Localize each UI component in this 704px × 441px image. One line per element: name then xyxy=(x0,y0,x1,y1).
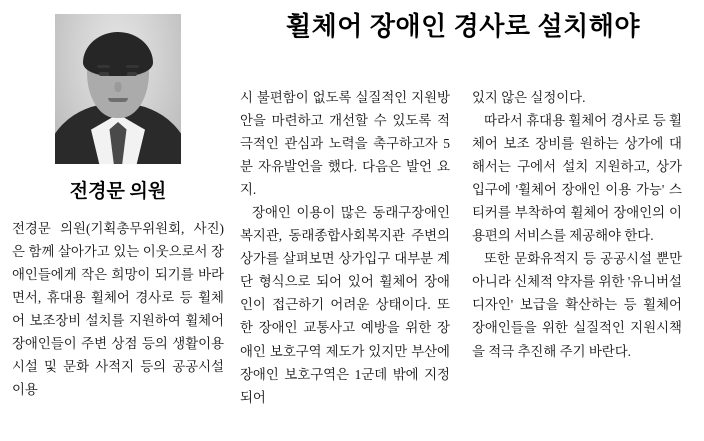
paragraph: 따라서 휴대용 휠체어 경사로 등 휠체어 보조 장비를 원하는 상가에 대해서는 구에서 설치 지원하고, 상가 입구에 '휠체어 장애인 이용 가능' 스티커를 부착하여 휠체어 장애인의 이용편의 서비스를 제공해야 한다. xyxy=(472,113,682,244)
photo-eyebrow-left xyxy=(97,65,110,68)
headline-container xyxy=(232,12,694,42)
article-headline: 휠체어 장애인 경사로 설치해야 xyxy=(285,12,640,41)
paragraph: 장애인 이용이 많은 동래구장애인복지관, 동래종합사회복지관 주변의 상가를 살펴보면 상가입구 대부분 계단 형식으로 되어 있어 휠체어 장애인이 접근하기 어려운 상태이다. 또한 장애인 교통사고 예방을 위한 장애인 보호구역 제도가 있지만 부산에 장애인 보호구역은 1군데 밖에 지정되어 xyxy=(240,205,450,405)
paragraph: 시 불편함이 없도록 실질적인 지원방안을 마련하고 개선할 수 있도록 적극적인 관심과 노력을 촉구하고자 5분 자유발언을 했다. 다음은 발언 요지. xyxy=(240,90,450,198)
portrait-photo xyxy=(55,14,181,164)
paragraph: 있지 않은 실정이다. xyxy=(472,90,586,105)
article-lede: 전경문 의원(기획총무위원회, 사진)은 함께 살아가고 있는 이웃으로서 장애인들에게 작은 희망이 되기를 바라면서, 휴대용 휠체어 경사로 등 휠체어 보조장비 설치를 지원하여 휠체어 장애인들이 주변 상점 등의 생활이용시설 및 문화 사적지 등의 공공시설 이용 xyxy=(12,221,224,398)
paragraph: 또한 문화유적지 등 공공시설 뿐만 아니라 신체적 약자를 위한 '유니버설 디자인' 보급을 확산하는 등 휠체어 장애인들을 위한 실질적인 지원시책을 적극 추진해 주기 바란다. xyxy=(472,251,682,359)
article-column-3 xyxy=(472,86,682,363)
photo-nose xyxy=(115,82,122,92)
article-column-2 xyxy=(240,86,450,409)
photo-eye-right xyxy=(127,72,137,76)
photo-eyebrow-right xyxy=(126,65,139,68)
photo-eye-left xyxy=(99,72,109,76)
photo-column xyxy=(12,14,224,401)
photo-mouth xyxy=(108,98,128,102)
photo-caption: 전경문 의원 xyxy=(69,181,167,202)
